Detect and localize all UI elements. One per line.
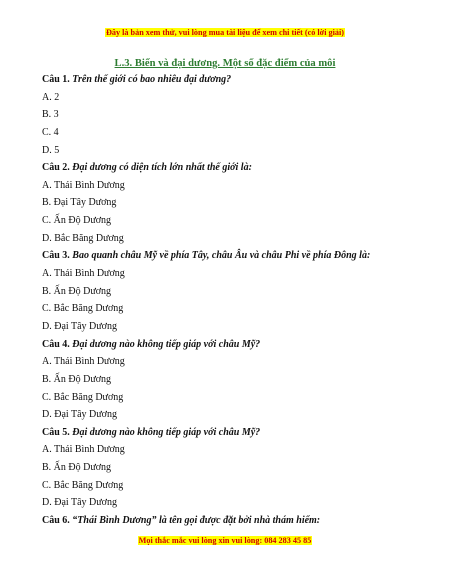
answer-option: B. Ấn Độ Dương: [42, 462, 112, 474]
question-number: Câu 4.: [42, 338, 70, 350]
question-text: Bao quanh châu Mỹ về phía Tây, châu Âu và châu Phi về phía Đông là:: [72, 250, 371, 262]
preview-notice-banner: [0, 27, 450, 38]
answer-option: D. Đại Tây Dương: [42, 409, 117, 421]
answer-option: D. Bắc Băng Dương: [42, 232, 124, 244]
question-text: Đại dương nào không tiếp giáp với châu Mỹ?: [72, 426, 261, 438]
answer-option: C. Bắc Băng Dương: [42, 391, 124, 403]
question-number: Câu 6.: [42, 515, 70, 527]
answer-option: A. Thái Bình Dương: [42, 444, 125, 456]
answer-option: C. Bắc Băng Dương: [42, 479, 124, 491]
answer-option: D. Đại Tây Dương: [42, 497, 117, 509]
answer-option: B. Ấn Độ Dương: [42, 373, 112, 385]
answer-option: A. Thái Bình Dương: [42, 268, 125, 280]
question-number: Câu 3.: [42, 250, 70, 262]
answer-option: A. Thái Bình Dương: [42, 179, 125, 191]
question-number: Câu 5.: [42, 426, 70, 438]
question-text: Đại dương có diện tích lớn nhất thế giới là:: [72, 162, 252, 174]
question-item: [42, 159, 432, 177]
answer-option: D. Đại Tây Dương: [42, 320, 117, 332]
question-item: [42, 512, 432, 530]
answer-option: A. 2: [42, 91, 60, 103]
question-item: [42, 71, 432, 89]
answer-option: C. Ấn Độ Dương: [42, 215, 112, 227]
question-number: Câu 2.: [42, 162, 70, 174]
question-text: Trên thế giới có bao nhiêu đại dương?: [72, 74, 232, 85]
answer-option: C. 4: [42, 126, 59, 138]
preview-notice-text: Đây là bản xem thử, vui lòng mua tài liệu để xem chi tiết (có lời giải): [105, 28, 344, 37]
contact-notice-banner: [0, 535, 450, 546]
document-title: L.3. Biển và đại dương. Một số đặc điểm của môi: [114, 58, 336, 69]
question-text: “Thái Bình Dương” là tên gọi được đặt bởi nhà thám hiểm:: [72, 515, 321, 527]
question-number: Câu 1.: [42, 74, 70, 85]
answer-option: A. Thái Bình Dương: [42, 356, 125, 368]
answer-option: C. Bắc Băng Dương: [42, 303, 124, 315]
contact-notice-text: Mọi thắc mắc vui lòng xin vui lòng: 084 283 45 85: [138, 536, 312, 545]
question-text: Đại dương nào không tiếp giáp với châu Mỹ?: [72, 338, 261, 350]
answer-option: B. Đại Tây Dương: [42, 197, 117, 209]
question-item: [42, 424, 432, 442]
answer-option: B. 3: [42, 109, 59, 121]
question-item: [42, 336, 432, 354]
question-list: [42, 71, 432, 530]
answer-option: D. 5: [42, 144, 60, 156]
question-item: [42, 247, 432, 265]
answer-option: B. Ấn Độ Dương: [42, 285, 112, 297]
